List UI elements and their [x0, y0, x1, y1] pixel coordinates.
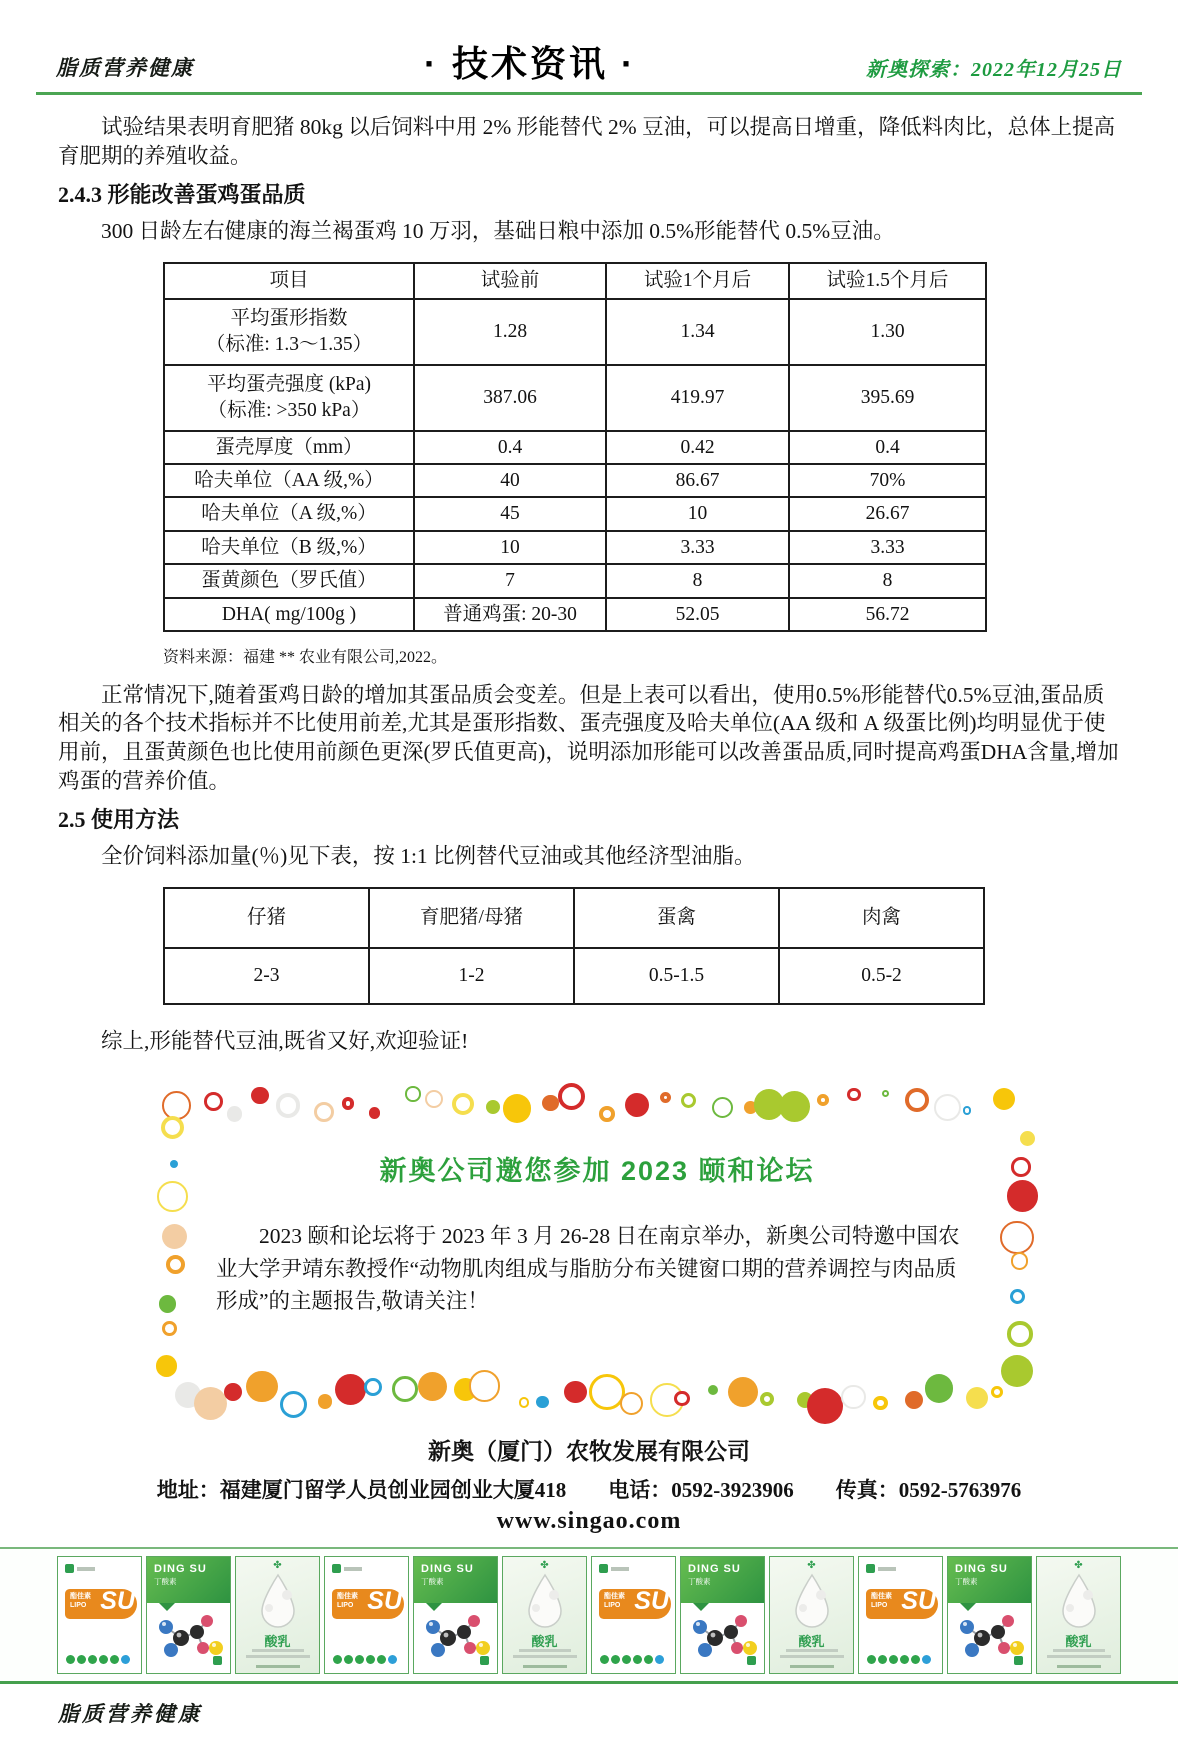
egg-table-row [164, 497, 986, 530]
feature-dot [889, 1655, 898, 1664]
conclusion-paragraph: 综上,形能替代豆油,既省又好,欢迎验证! [101, 1028, 469, 1053]
decorative-bubble [405, 1086, 420, 1101]
egg-table-row [164, 564, 986, 597]
dingsu-header [414, 1557, 497, 1603]
egg-table-value-cell: 70% [789, 464, 986, 497]
masthead [0, 0, 1178, 90]
egg-table-label-cell: 平均蛋壳强度 (kPa) （标准: >350 kPa） [164, 365, 414, 431]
product-card-ding-su [680, 1556, 765, 1674]
decorative-bubble [589, 1374, 625, 1410]
decorative-bubble [162, 1224, 187, 1249]
product-card-lipo-su [57, 1556, 142, 1674]
decorative-bubble [251, 1087, 268, 1104]
dosage-table-header-row [164, 888, 984, 948]
decorative-bubble [564, 1381, 587, 1404]
decorative-bubble [807, 1388, 843, 1424]
announcement-title: 新奥公司邀您参加 2023 颐和论坛 [379, 1156, 815, 1187]
decorative-bubble [558, 1083, 585, 1110]
dingsu-header [147, 1557, 230, 1603]
molecule-illustration [150, 1607, 228, 1663]
company-logo-icon: ✤ [273, 1560, 282, 1572]
dingsu-header [948, 1557, 1031, 1603]
feature-dot [99, 1655, 108, 1664]
lipo-brand-band [332, 1589, 404, 1619]
decorative-bubble [620, 1392, 643, 1415]
product-poster-strip [0, 1547, 1178, 1684]
egg-table-value-cell: 0.4 [414, 431, 606, 464]
decorative-bubble [660, 1092, 671, 1103]
decorative-bubble [599, 1106, 615, 1122]
feature-dot [655, 1655, 664, 1664]
lipo-brand-cn: 酯佳素 [70, 1593, 91, 1601]
decorative-bubble [369, 1107, 380, 1118]
decorative-bubble [712, 1097, 733, 1118]
egg-table-header-cell: 项目 [164, 263, 414, 299]
analysis-paragraph: 正常情况下,随着蛋鸡日龄的增加其蛋品质会变差。但是上表可以看出，使用0.5%形能替代0.5%豆油,蛋品质相关的各个技术指标并不比使用前差,尤其是蛋形指数、蛋壳强度及哈夫单位(AA 级和 A 级蛋比例)均明显优于使用前，且蛋黄颜色也比使用前颜色更深(罗氏值更高)，说明添加形能可以改善蛋品质,同时提高鸡蛋DHA含量,增加鸡蛋的营养价值。 [58, 682, 1119, 793]
lipo-su-wordmark: SU [634, 1587, 669, 1616]
logo-text-bar [77, 1567, 95, 1571]
lipo-brand-en: LIPO [70, 1601, 87, 1609]
decorative-bubble [1011, 1157, 1030, 1176]
feature-dots [600, 1655, 664, 1664]
dosage-table-value-cell: 2-3 [164, 948, 369, 1004]
company-logo-icon [332, 1564, 341, 1573]
egg-table-label-cell: 蛋壳厚度（mm） [164, 431, 414, 464]
decorative-bubble [797, 1392, 813, 1408]
egg-table-value-cell: 7 [414, 564, 606, 597]
feature-dot [355, 1655, 364, 1664]
egg-table-value-cell: 0.4 [789, 431, 986, 464]
decorative-bubble [224, 1383, 242, 1401]
milk-droplet-illustration [523, 1573, 567, 1629]
decorative-bubble [170, 1160, 178, 1168]
suanru-title: 酸乳 [264, 1634, 291, 1650]
egg-table-label-cell: DHA( mg/100g ) [164, 598, 414, 631]
decorative-bubble [1010, 1289, 1025, 1304]
product-card-suan-ru [769, 1556, 854, 1674]
feature-dot [66, 1655, 75, 1664]
decorative-bubble [469, 1370, 500, 1401]
egg-table-row [164, 531, 986, 564]
egg-table-value-cell: 8 [789, 564, 986, 597]
fine-print-bar [513, 1655, 577, 1658]
decorative-bubble [650, 1383, 684, 1417]
lipo-brand-en: LIPO [604, 1601, 621, 1609]
brand-left: 脂质营养健康 [56, 56, 194, 80]
decorative-bubble [276, 1093, 301, 1118]
milk-droplet-illustration [1057, 1573, 1101, 1629]
product-card-suan-ru [1036, 1556, 1121, 1674]
dingsu-title: DING SU [688, 1563, 741, 1576]
decorative-bubble [536, 1396, 549, 1409]
dosage-table-value-cell: 1-2 [369, 948, 574, 1004]
page-title: · 技术资讯 · [424, 43, 636, 84]
molecule-illustration [684, 1607, 762, 1663]
decorative-bubble [934, 1094, 961, 1121]
suanru-title: 酸乳 [531, 1634, 558, 1650]
lipo-brand-en: LIPO [871, 1601, 888, 1609]
decorative-bubble [1020, 1131, 1035, 1146]
decorative-bubble [681, 1093, 697, 1109]
company-logo-icon [65, 1564, 74, 1573]
decorative-bubble [1011, 1252, 1028, 1269]
decorative-bubble [873, 1396, 887, 1410]
lipo-brand-band [65, 1589, 137, 1619]
company-logo-icon [213, 1656, 222, 1665]
dingsu-subtitle: 丁酸素 [421, 1577, 444, 1587]
lipo-su-wordmark: SU [100, 1587, 135, 1616]
dosage-table-header-cell: 仔猪 [164, 888, 369, 948]
decorative-bubble [486, 1100, 500, 1114]
dingsu-title: DING SU [154, 1563, 207, 1576]
issue-date: 新奥探索：2022年12月25日 [865, 59, 1122, 81]
dosage-table-value-row [164, 948, 984, 1004]
intro-paragraph: 试验结果表明育肥猪 80kg 以后饲料中用 2% 形能替代 2% 豆油，可以提高日增重，降低料肉比，总体上提高育肥期的养殖收益。 [58, 115, 1116, 168]
egg-table-value-cell: 1.28 [414, 299, 606, 365]
egg-table-value-cell: 387.06 [414, 365, 606, 431]
decorative-bubble [1000, 1221, 1034, 1255]
feature-dot [388, 1655, 397, 1664]
dingsu-title: DING SU [421, 1563, 474, 1576]
egg-table-value-cell: 56.72 [789, 598, 986, 631]
product-card-lipo-su [324, 1556, 409, 1674]
dosage-table-header-cell: 蛋禽 [574, 888, 779, 948]
decorative-bubble [817, 1094, 829, 1106]
egg-table-value-cell: 0.42 [606, 431, 789, 464]
egg-table-value-cell: 45 [414, 497, 606, 530]
decorative-bubble [161, 1116, 185, 1140]
lipo-brand-band [599, 1589, 671, 1619]
feature-dot [344, 1655, 353, 1664]
decorative-bubble [674, 1391, 689, 1406]
decorative-bubble [418, 1372, 447, 1401]
feature-dot [911, 1655, 920, 1664]
decorative-bubble [728, 1377, 758, 1407]
egg-table-label-cell: 蛋黄颜色（罗氏值） [164, 564, 414, 597]
egg-table-label-cell: 平均蛋形指数 （标准: 1.3～1.35） [164, 299, 414, 365]
feature-dot [110, 1655, 119, 1664]
fine-print-bar [786, 1649, 838, 1652]
company-logo-icon [1014, 1656, 1023, 1665]
company-logo-icon [866, 1564, 875, 1573]
decorative-bubble [335, 1374, 366, 1405]
fine-print-bar [780, 1655, 844, 1658]
source-note: 资料来源：福建 ** 农业有限公司,2022。 [163, 648, 448, 666]
dingsu-title: DING SU [955, 1563, 1008, 1576]
milk-droplet-illustration [790, 1573, 834, 1629]
egg-table-value-cell: 8 [606, 564, 789, 597]
decorative-bubble [162, 1321, 177, 1336]
molecule-illustration [417, 1607, 495, 1663]
decorative-bubble [925, 1374, 953, 1402]
dosage-table-header-cell: 育肥猪/母猪 [369, 888, 574, 948]
fine-print-bar [252, 1649, 304, 1652]
product-card-suan-ru [235, 1556, 320, 1674]
feature-dot [644, 1655, 653, 1664]
feature-dot [878, 1655, 887, 1664]
fine-print-bar [256, 1665, 300, 1668]
lipo-brand-cn: 酯佳素 [871, 1593, 892, 1601]
section-25-paragraph: 全价饲料添加量(％)见下表，按 1:1 比例替代豆油或其他经济型油脂。 [101, 844, 756, 869]
decorative-bubble [1001, 1355, 1033, 1387]
decorative-bubble [905, 1391, 923, 1409]
company-name: 新奥（厦门）农牧发展有限公司 [428, 1438, 750, 1465]
lipo-brand-cn: 酯佳素 [604, 1593, 625, 1601]
announcement-body: 2023 颐和论坛将于 2023 年 3 月 26-28 日在南京举办，新奥公司特邀中国农业大学尹靖东教授作“动物肌肉组成与脂肪分布关键窗口期的营养调控与肉品质形成”的主题报告,敬请关注！ [216, 1224, 960, 1313]
decorative-bubble [1007, 1180, 1038, 1211]
dingsu-subtitle: 丁酸素 [688, 1577, 711, 1587]
decorative-bubble [452, 1093, 474, 1115]
feature-dot [121, 1655, 130, 1664]
lipo-brand-en: LIPO [337, 1601, 354, 1609]
decorative-bubble [963, 1106, 971, 1114]
dosage-table [163, 887, 985, 1005]
feature-dot [867, 1655, 876, 1664]
feature-dot [622, 1655, 631, 1664]
feature-dots [66, 1655, 130, 1664]
decorative-bubble [159, 1295, 177, 1313]
decorative-bubble [392, 1376, 418, 1402]
company-logo-icon [599, 1564, 608, 1573]
egg-table-label-cell: 哈夫单位（A 级,%） [164, 497, 414, 530]
decorative-bubble [314, 1102, 334, 1122]
fine-print-bar [246, 1655, 310, 1658]
company-logo-icon: ✤ [540, 1560, 549, 1572]
company-logo-icon [747, 1656, 756, 1665]
decorative-bubble [454, 1378, 477, 1401]
product-card-ding-su [947, 1556, 1032, 1674]
feature-dots [333, 1655, 397, 1664]
egg-table-row [164, 299, 986, 365]
lipo-brand-cn: 酯佳素 [337, 1593, 358, 1601]
egg-table-header-cell: 试验前 [414, 263, 606, 299]
egg-table-value-cell: 1.34 [606, 299, 789, 365]
egg-table-row [164, 365, 986, 431]
dosage-table-header-cell: 肉禽 [779, 888, 984, 948]
egg-table-header-cell: 试验1个月后 [606, 263, 789, 299]
decorative-bubble [157, 1181, 188, 1212]
egg-table-value-cell: 3.33 [606, 531, 789, 564]
decorative-bubble [542, 1095, 559, 1112]
bottom-brand: 脂质营养健康 [58, 1702, 202, 1727]
milk-droplet-illustration [256, 1573, 300, 1629]
logo-text-bar [344, 1567, 362, 1571]
decorative-bubble [227, 1106, 243, 1122]
decorative-bubble [966, 1387, 988, 1409]
decorative-bubble [162, 1091, 191, 1120]
feature-dot [377, 1655, 386, 1664]
decorative-bubble [882, 1090, 889, 1097]
fine-print-bar [790, 1665, 834, 1668]
feature-dot [77, 1655, 86, 1664]
company-website: www.singao.com [496, 1508, 682, 1535]
decorative-bubble [993, 1088, 1015, 1110]
egg-table-value-cell: 52.05 [606, 598, 789, 631]
decorative-bubble [991, 1386, 1003, 1398]
egg-table-label-cell: 哈夫单位（AA 级,%） [164, 464, 414, 497]
product-card-suan-ru [502, 1556, 587, 1674]
content [0, 95, 1178, 1535]
feature-dot [900, 1655, 909, 1664]
decorative-bubble [708, 1385, 719, 1396]
section-243-paragraph: 300 日龄左右健康的海兰褐蛋鸡 10 万羽，基础日粮中添加 0.5%形能替代 0.5%豆油。 [101, 219, 895, 244]
decorative-bubble [779, 1091, 810, 1122]
decorative-bubble [847, 1088, 860, 1101]
feature-dot [611, 1655, 620, 1664]
decorative-bubble [760, 1392, 774, 1406]
feature-dot [366, 1655, 375, 1664]
egg-table-value-cell: 86.67 [606, 464, 789, 497]
product-card-lipo-su [591, 1556, 676, 1674]
feature-dot [922, 1655, 931, 1664]
decorative-bubble [246, 1371, 278, 1403]
decorative-bubble [744, 1101, 757, 1114]
fine-print-bar [1053, 1649, 1105, 1652]
dingsu-subtitle: 丁酸素 [955, 1577, 978, 1587]
egg-table-value-cell: 419.97 [606, 365, 789, 431]
fine-print-bar [1047, 1655, 1111, 1658]
logo-text-bar [611, 1567, 629, 1571]
logo-text-bar [878, 1567, 896, 1571]
egg-table-value-cell: 40 [414, 464, 606, 497]
egg-table-value-cell: 1.30 [789, 299, 986, 365]
egg-table-value-cell: 10 [414, 531, 606, 564]
product-card-ding-su [413, 1556, 498, 1674]
egg-quality-table [163, 262, 987, 632]
company-logo-icon: ✤ [807, 1560, 816, 1572]
suanru-title: 酸乳 [798, 1634, 825, 1650]
decorative-bubble [841, 1385, 866, 1410]
company-logo-icon: ✤ [1074, 1560, 1083, 1572]
decorative-bubble [280, 1391, 307, 1418]
company-logo-icon [480, 1656, 489, 1665]
lipo-brand-band [866, 1589, 938, 1619]
egg-table-header-row [164, 263, 986, 299]
announcement-content [216, 1149, 978, 1317]
decorative-bubble [364, 1378, 382, 1396]
egg-table-label-cell: 哈夫单位（B 级,%） [164, 531, 414, 564]
feature-dot [88, 1655, 97, 1664]
section-heading-25: 2.5 使用方法 [58, 807, 180, 833]
egg-table-header-cell: 试验1.5个月后 [789, 263, 986, 299]
egg-table-value-cell: 3.33 [789, 531, 986, 564]
molecule-illustration [951, 1607, 1029, 1663]
announcement-box [154, 1085, 1040, 1417]
feature-dots [867, 1655, 931, 1664]
decorative-bubble [194, 1387, 227, 1420]
dosage-table-value-cell: 0.5-2 [779, 948, 984, 1004]
egg-table-value-cell: 普通鸡蛋: 20-30 [414, 598, 606, 631]
dingsu-subtitle: 丁酸素 [154, 1577, 177, 1587]
egg-table-value-cell: 395.69 [789, 365, 986, 431]
egg-table-value-cell: 10 [606, 497, 789, 530]
egg-table-row [164, 464, 986, 497]
decorative-bubble [519, 1397, 530, 1408]
decorative-bubble [166, 1255, 185, 1274]
egg-table-value-cell: 26.67 [789, 497, 986, 530]
feature-dot [600, 1655, 609, 1664]
decorative-bubble [503, 1094, 532, 1123]
decorative-bubble [156, 1355, 177, 1376]
company-address-line: 地址：福建厦门留学人员创业园创业大厦418 电话：0592-3923906 传真：0592-5763976 [156, 1478, 1022, 1503]
decorative-bubble [905, 1088, 929, 1112]
decorative-bubble [204, 1092, 223, 1111]
section-heading-243: 2.4.3 形能改善蛋鸡蛋品质 [58, 182, 306, 208]
suanru-title: 酸乳 [1065, 1634, 1092, 1650]
fine-print-bar [523, 1665, 567, 1668]
lipo-su-wordmark: SU [901, 1587, 936, 1616]
dosage-table-value-cell: 0.5-1.5 [574, 948, 779, 1004]
decorative-bubble [425, 1090, 443, 1108]
decorative-bubble [1007, 1321, 1032, 1346]
egg-table-row [164, 598, 986, 631]
decorative-bubble [754, 1089, 784, 1119]
decorative-bubble [625, 1093, 649, 1117]
egg-table-row [164, 431, 986, 464]
decorative-bubble [318, 1394, 333, 1409]
lipo-su-wordmark: SU [367, 1587, 402, 1616]
product-card-lipo-su [858, 1556, 943, 1674]
fine-print-bar [1057, 1665, 1101, 1668]
feature-dot [333, 1655, 342, 1664]
product-card-ding-su [146, 1556, 231, 1674]
decorative-bubble [175, 1382, 201, 1408]
fine-print-bar [519, 1649, 571, 1652]
dingsu-header [681, 1557, 764, 1603]
decorative-bubble [342, 1097, 355, 1110]
feature-dot [633, 1655, 642, 1664]
